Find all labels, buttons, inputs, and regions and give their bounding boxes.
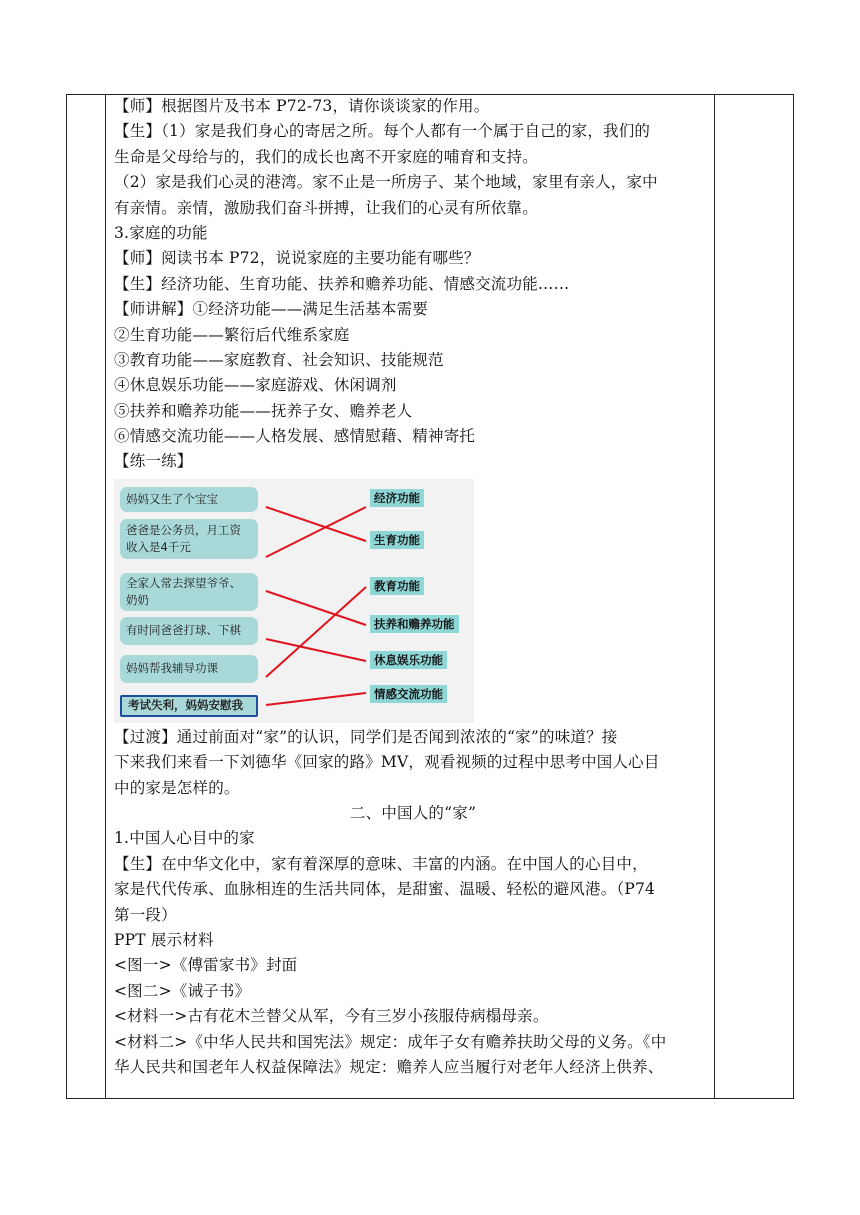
lesson-content xyxy=(114,94,712,1080)
text-line: 1.中国人心目中的家 xyxy=(114,829,255,848)
left-item-6: 考试失利，妈妈安慰我 xyxy=(120,695,258,717)
text-line: 【师】阅读书本 P72，说说家庭的主要功能有哪些？ xyxy=(114,249,480,268)
text-line: 华人民共和国老年人权益保障法》规定：赡养人应当履行对老年人经济上供养、 xyxy=(114,1057,664,1076)
text-line: 中的家是怎样的。 xyxy=(114,778,240,797)
practice-heading: 【练一练】 xyxy=(114,452,193,471)
matching-lines xyxy=(114,479,474,723)
text-line: <材料二>《中华人民共和国宪法》规定：成年子女有赡养扶助父母的义务。《中 xyxy=(114,1032,667,1051)
section-title: 二、中国人的“家” xyxy=(349,804,477,823)
text-line: 第一段） xyxy=(114,905,177,924)
text-line: <图二>《诫子书》 xyxy=(114,981,251,1000)
right-item-5: 休息娱乐功能 xyxy=(370,651,447,669)
match-line-3 xyxy=(266,591,366,625)
match-line-1 xyxy=(266,507,366,541)
section-heading: 3.家庭的功能 xyxy=(114,223,208,242)
text-line: 家是代代传承、血脉相连的生活共同体，是甜蜜、温暖、轻松的避风港。（P74 xyxy=(114,880,656,899)
text-line: （2）家是我们心灵的港湾。家不止是一所房子、某个地域，家里有亲人，家中 xyxy=(114,173,658,192)
right-item-1: 经济功能 xyxy=(370,489,424,507)
text-line: ⑥情感交流功能——人格发展、感情慰藉、精神寄托 xyxy=(114,427,476,446)
text-line: 【生】经济功能、生育功能、扶养和赡养功能、情感交流功能…… xyxy=(114,274,570,293)
text-line: 【师】根据图片及书本 P72-73，请你谈谈家的作用。 xyxy=(114,97,490,115)
text-line: 有亲情。亲情，激励我们奋斗拼搏，让我们的心灵有所依靠。 xyxy=(114,198,538,217)
left-item-3: 全家人常去探望爷爷、 奶奶 xyxy=(120,573,258,611)
text-line: 下来我们来看一下刘德华《回家的路》MV，观看视频的过程中思考中国人心目 xyxy=(114,753,660,772)
text-line: 【生】（1）家是我们身心的寄居之所。每个人都有一个属于自己的家，我们的 xyxy=(114,122,651,141)
left-item-1: 妈妈又生了个宝宝 xyxy=(120,487,258,512)
left-item-2: 爸爸是公务员，月工资收入是4千元 xyxy=(120,519,258,559)
match-line-5 xyxy=(266,587,366,677)
match-line-2 xyxy=(266,507,366,557)
text-block-bottom xyxy=(114,725,712,1080)
text-line: PPT 展示材料 xyxy=(114,930,214,949)
match-line-6 xyxy=(266,693,366,705)
text-line: <材料一>古有花木兰替父从军，今有三岁小孩服侍病榻母亲。 xyxy=(114,1007,549,1026)
column-divider-left xyxy=(105,95,106,1098)
right-item-6: 情感交流功能 xyxy=(370,685,447,703)
left-item-5: 妈妈帮我辅导功课 xyxy=(120,655,258,683)
right-item-2: 生育功能 xyxy=(370,531,424,549)
text-line: 生命是父母给与的，我们的成长也离不开家庭的哺育和支持。 xyxy=(114,147,538,166)
right-item-3: 教育功能 xyxy=(370,577,424,595)
text-block-top xyxy=(114,94,712,475)
text-line: 【生】在中华文化中，家有着深厚的意味、丰富的内涵。在中国人的心目中， xyxy=(114,854,648,873)
column-divider-right xyxy=(714,95,715,1098)
text-line: ②生育功能——繁衍后代维系家庭 xyxy=(114,325,350,344)
match-line-4 xyxy=(266,639,366,661)
text-line: 【过渡】通过前面对“家”的认识，同学们是否闻到浓浓的“家”的味道？接 xyxy=(114,727,618,746)
text-line: ③教育功能——家庭教育、社会知识、技能规范 xyxy=(114,350,444,369)
matching-exercise-figure xyxy=(114,479,474,723)
left-item-4: 有时同爸爸打球、下棋 xyxy=(120,617,258,645)
text-line: ⑤扶养和赡养功能——抚养子女、赡养老人 xyxy=(114,401,413,420)
right-item-4: 扶养和赡养功能 xyxy=(370,615,459,633)
text-line: 【师讲解】①经济功能——满足生活基本需要 xyxy=(114,300,429,319)
text-line: <图一>《傅雷家书》封面 xyxy=(114,956,298,975)
text-line: ④休息娱乐功能——家庭游戏、休闲调剂 xyxy=(114,376,397,395)
